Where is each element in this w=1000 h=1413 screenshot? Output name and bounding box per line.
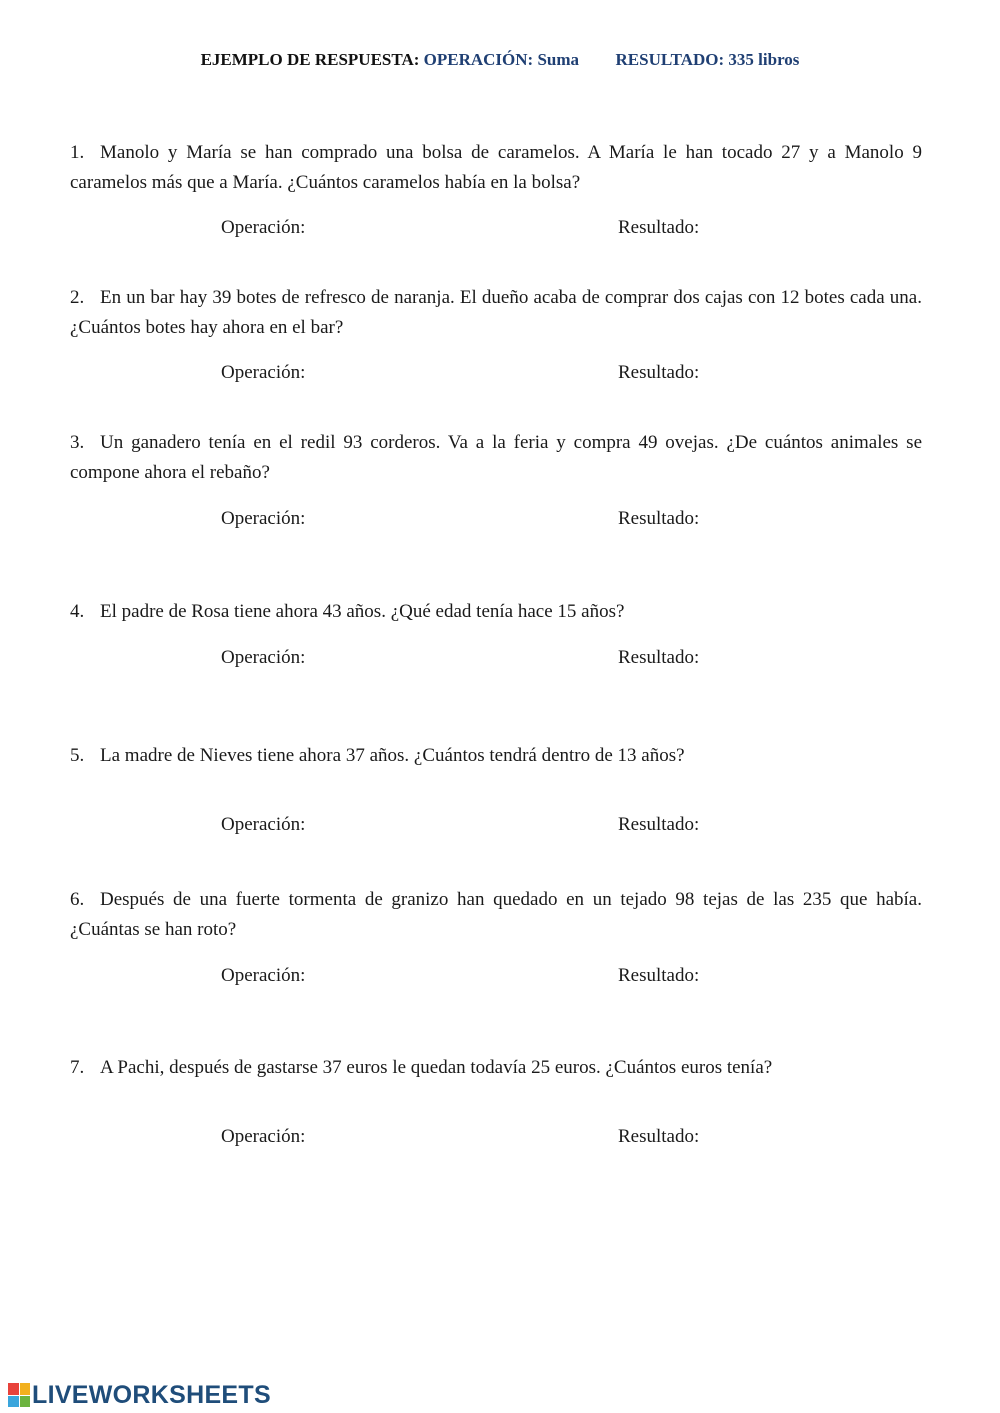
example-result: RESULTADO: 335 libros [615, 50, 800, 69]
logo-square-1 [8, 1383, 19, 1395]
example-answer-header [0, 50, 1000, 70]
logo-square-3 [8, 1396, 19, 1408]
operation-label: Operación: [221, 508, 306, 529]
result-label: Resultado: [618, 965, 700, 986]
result-input-4[interactable] [705, 646, 859, 671]
operation-label: Operación: [221, 965, 306, 986]
problem-number: 1. [70, 142, 85, 163]
operation-label: Operación: [221, 814, 306, 835]
problem-number: 5. [70, 745, 85, 766]
problem-3 [70, 428, 922, 488]
problem-6 [70, 885, 922, 945]
answer-row-5 [0, 813, 1000, 837]
liveworksheets-logo-icon [8, 1383, 30, 1407]
problem-number: 6. [70, 889, 85, 910]
answer-row-2 [0, 361, 1000, 385]
logo-text: LIVEWORKSHEETS [32, 1380, 271, 1409]
result-input-7[interactable] [705, 1125, 859, 1150]
answer-row-1 [0, 216, 1000, 240]
problem-number: 4. [70, 601, 85, 622]
liveworksheets-logo[interactable] [8, 1380, 271, 1410]
answer-row-6 [0, 964, 1000, 988]
problem-number: 2. [70, 287, 85, 308]
problem-text: Un ganadero tenía en el redil 93 corderos. Va a la feria y compra 49 ovejas. ¿De cuántos animales se compone ahora el rebaño? [70, 432, 922, 483]
operation-input-3[interactable] [311, 507, 465, 532]
answer-row-4 [0, 646, 1000, 670]
result-label: Resultado: [618, 814, 700, 835]
problem-text: Después de una fuerte tormenta de granizo han quedado en un tejado 98 tejas de las 235 que había. ¿Cuántas se han roto? [70, 889, 922, 940]
operation-label: Operación: [221, 1126, 306, 1147]
problem-2 [70, 283, 922, 343]
answer-row-3 [0, 507, 1000, 531]
operation-input-1[interactable] [311, 216, 465, 241]
problem-5 [70, 741, 922, 771]
result-input-2[interactable] [705, 361, 859, 386]
answer-row-7 [0, 1125, 1000, 1149]
operation-input-4[interactable] [311, 646, 465, 671]
logo-square-4 [20, 1396, 31, 1408]
problem-number: 7. [70, 1057, 85, 1078]
problem-number: 3. [70, 432, 85, 453]
problem-1 [70, 138, 922, 198]
result-input-5[interactable] [705, 813, 859, 838]
operation-label: Operación: [221, 362, 306, 383]
problem-text: El padre de Rosa tiene ahora 43 años. ¿Qué edad tenía hace 15 años? [100, 601, 625, 622]
problem-4 [70, 597, 922, 627]
operation-label: Operación: [221, 217, 306, 238]
result-label: Resultado: [618, 508, 700, 529]
problem-text: Manolo y María se han comprado una bolsa de caramelos. A María le han tocado 27 y a Manolo 9 caramelos más que a María. ¿Cuántos caramelos había en la bolsa? [70, 142, 922, 193]
example-operation: OPERACIÓN: Suma [423, 50, 580, 69]
result-label: Resultado: [618, 1126, 700, 1147]
result-label: Resultado: [618, 647, 700, 668]
result-input-1[interactable] [705, 216, 859, 241]
operation-input-7[interactable] [311, 1125, 465, 1150]
problem-text: En un bar hay 39 botes de refresco de naranja. El dueño acaba de comprar dos cajas con 12 botes cada una. ¿Cuántos botes hay ahora en el bar? [70, 287, 922, 338]
operation-input-6[interactable] [311, 964, 465, 989]
problem-text: La madre de Nieves tiene ahora 37 años. ¿Cuántos tendrá dentro de 13 años? [100, 745, 685, 766]
problem-text: A Pachi, después de gastarse 37 euros le quedan todavía 25 euros. ¿Cuántos euros tenía? [100, 1057, 773, 1078]
result-label: Resultado: [618, 217, 700, 238]
logo-square-2 [20, 1383, 31, 1395]
result-input-3[interactable] [705, 507, 859, 532]
operation-label: Operación: [221, 647, 306, 668]
result-input-6[interactable] [705, 964, 859, 989]
result-label: Resultado: [618, 362, 700, 383]
example-separator: : [413, 50, 420, 69]
example-label: EJEMPLO DE RESPUESTA [200, 50, 414, 69]
problem-7 [70, 1053, 922, 1083]
operation-input-2[interactable] [311, 361, 465, 386]
operation-input-5[interactable] [311, 813, 465, 838]
